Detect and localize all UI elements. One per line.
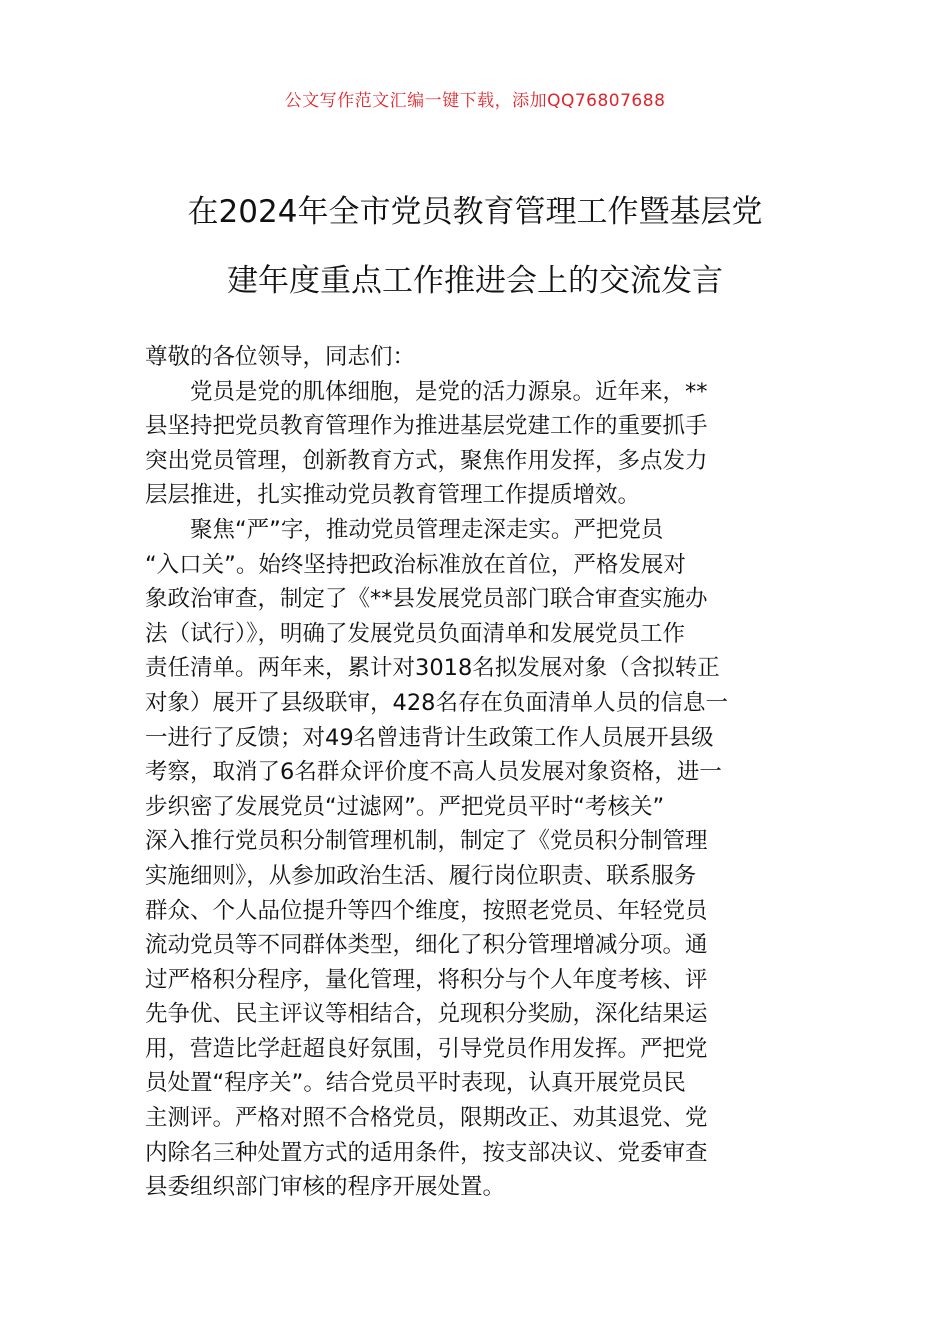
paragraph-2-line: 一进行了反馈；对49名曾违背计生政策工作人员展开县级 — [145, 724, 714, 751]
paragraph-2-line: 内除名三种处置方式的适用条件，按支部决议、党委审查 — [145, 1139, 708, 1166]
document-title — [100, 178, 850, 316]
title-line-2: 建年度重点工作推进会上的交流发言 — [227, 263, 723, 299]
header-download-note: 公文写作范文汇编一键下载，添加QQ76807688 — [284, 91, 666, 111]
salutation: 尊敬的各位领导，同志们： — [145, 344, 416, 370]
paragraph-1-line: 层层推进，扎实推动党员教育管理工作提质增效。 — [145, 482, 641, 509]
paragraph-2-line: 聚焦“严”字，推动党员管理走深走实。严把党员 — [190, 516, 664, 543]
paragraph-1-line: 县坚持把党员教育管理作为推进基层党建工作的重要抓手 — [145, 413, 708, 440]
paragraph-2-line: 先争优、民主评议等相结合，兑现积分奖励，深化结果运 — [145, 1001, 708, 1028]
paragraph-2-line: 主测评。严格对照不合格党员，限期改正、劝其退党、党 — [145, 1105, 708, 1132]
title-line-1: 在2024年全市党员教育管理工作暨基层党 — [187, 194, 763, 230]
paragraph-1-line: 党员是党的肌体细胞，是党的活力源泉。近年来，** — [190, 378, 708, 405]
paragraph-2-line: 考察，取消了6名群众评价度不高人员发展对象资格，进一 — [145, 759, 722, 786]
paragraph-2-line: 象政治审查，制定了《**县发展党员部门联合审查实施办 — [145, 586, 708, 613]
paragraph-1-line: 突出党员管理，创新教育方式，聚焦作用发挥，多点发力 — [145, 447, 708, 474]
document-body — [145, 340, 815, 1205]
paragraph-2-line: 用，营造比学赶超良好氛围，引导党员作用发挥。严把党 — [145, 1035, 708, 1062]
paragraph-2-line: 深入推行党员积分制管理机制，制定了《党员积分制管理 — [145, 828, 708, 855]
paragraph-2-line: 责任清单。两年来，累计对3018名拟发展对象（含拟转正 — [145, 655, 720, 682]
paragraph-2-line: “入口关”。始终坚持把政治标准放在首位，严格发展对 — [145, 551, 686, 578]
paragraph-2-line: 实施细则》，从参加政治生活、履行岗位职责、联系服务 — [145, 862, 697, 889]
paragraph-2-line: 员处置“程序关”。结合党员平时表现，认真开展党员民 — [145, 1070, 686, 1097]
paragraph-2-line: 对象）展开了县级联审，428名存在负面清单人员的信息一 — [145, 689, 728, 716]
paragraph-2-line: 过严格积分程序，量化管理，将积分与个人年度考核、评 — [145, 966, 708, 993]
paragraph-2-line: 流动党员等不同群体类型，细化了积分管理增减分项。通 — [145, 932, 708, 959]
paragraph-2-line: 法（试行）》，明确了发展党员负面清单和发展党员工作 — [145, 620, 686, 647]
paragraph-2-line: 群众、个人品位提升等四个维度，按照老党员、年轻党员 — [145, 897, 708, 924]
paragraph-2-line: 县委组织部门审核的程序开展处置。 — [145, 1174, 506, 1201]
paragraph-2-line: 步织密了发展党员“过滤网”。严把党员平时“考核关” — [145, 793, 665, 820]
